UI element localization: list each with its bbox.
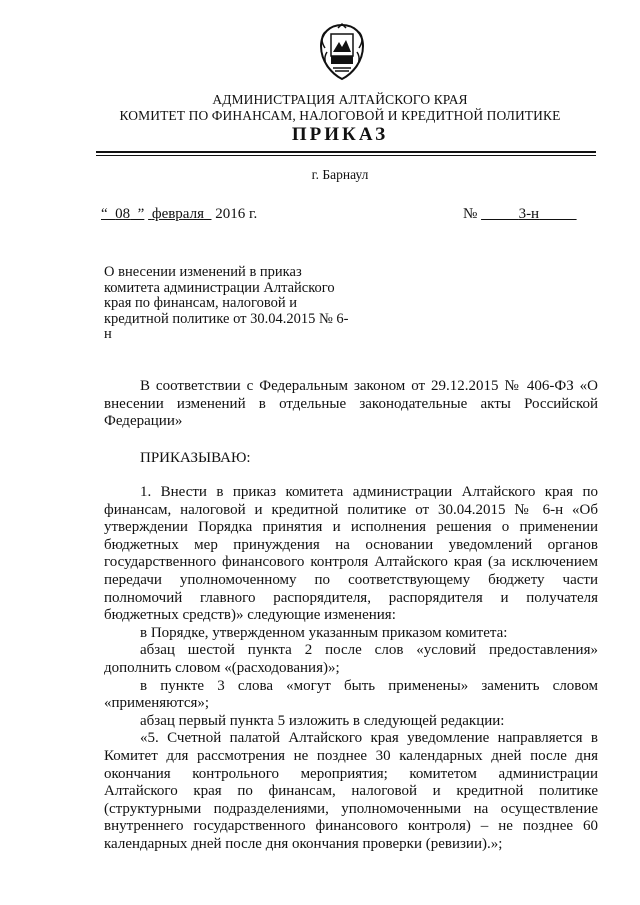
date-year: 2016 г. bbox=[215, 206, 258, 222]
org-line-committee: КОМИТЕТ ПО ФИНАНСАМ, НАЛОГОВОЙ И КРЕДИТНОЙ ПОЛИТИКЕ bbox=[119, 108, 561, 123]
city: г. Барнаул bbox=[311, 167, 369, 182]
paragraph: абзац шестой пункта 2 после слов «условий предоставления» дополнить словом «(расходования)»; bbox=[104, 642, 598, 676]
document-number bbox=[463, 206, 577, 223]
document-subject: О внесении изменений в приказ комитета администрации Алтайского края по финансам, налоговой и кредитной политике от 30.04.2015 № 6-н bbox=[104, 264, 349, 342]
paragraph: «5. Счетной палатой Алтайского края уведомление направляется в Комитет для рассмотрения не позднее 30 календарных дней после дня окончания контрольного мероприятия; комитетом администрации Алтайского края по финансам, налоговой и кредитной политике (структурными подразделениями, уполномоченными на осуществление внутреннего государственного финансового контроля) – не позднее 60 календарных дней после дня окончания проверки (ревизии).»; bbox=[104, 730, 598, 852]
paragraph: в пункте 3 слова «могут быть применены» заменить словом «применяются»; bbox=[104, 677, 598, 712]
org-line-administration: АДМИНИСТРАЦИЯ АЛТАЙСКОГО КРАЯ bbox=[212, 92, 468, 107]
date-day: 08 bbox=[115, 206, 131, 222]
number-label: № bbox=[463, 206, 478, 222]
paragraph: в Порядке, утвержденном указанным приказом комитета: bbox=[140, 624, 508, 641]
order-word: ПРИКАЗЫВАЮ: bbox=[140, 450, 251, 466]
document-date: “ 08 ” февраля 2016 г. bbox=[101, 206, 258, 222]
number-value: 3-н bbox=[518, 206, 540, 222]
date-month: февраля bbox=[151, 206, 204, 222]
order-body bbox=[104, 484, 598, 853]
header-divider bbox=[96, 151, 596, 153]
preamble: В соответствии с Федеральным законом от 29.12.2015 № 406-ФЗ «О внесении изменений в отдельные законодательные акты Российской Федерации» bbox=[104, 378, 598, 430]
paragraph: абзац первый пункта 5 изложить в следующей редакции: bbox=[140, 712, 505, 729]
paragraph: 1. Внести в приказ комитета администрации Алтайского края по финансам, налоговой и кредитной политике от 30.04.2015 № 6-н «Об утверждении Порядка принятия и исполнения решения о применении бюджетных мер принуждения на основании уведомлений органов государственного финансового контроля Алтайского края (за исключением передачи уполномоченному по соответствующему бюджету части полномочий главного распорядителя, распорядителя и получателя бюджетных средств)» следующие изменения: bbox=[104, 484, 598, 624]
coat-of-arms-emblem bbox=[313, 22, 371, 82]
header-divider-thin bbox=[96, 155, 596, 156]
document-title: ПРИКАЗ bbox=[291, 124, 389, 145]
